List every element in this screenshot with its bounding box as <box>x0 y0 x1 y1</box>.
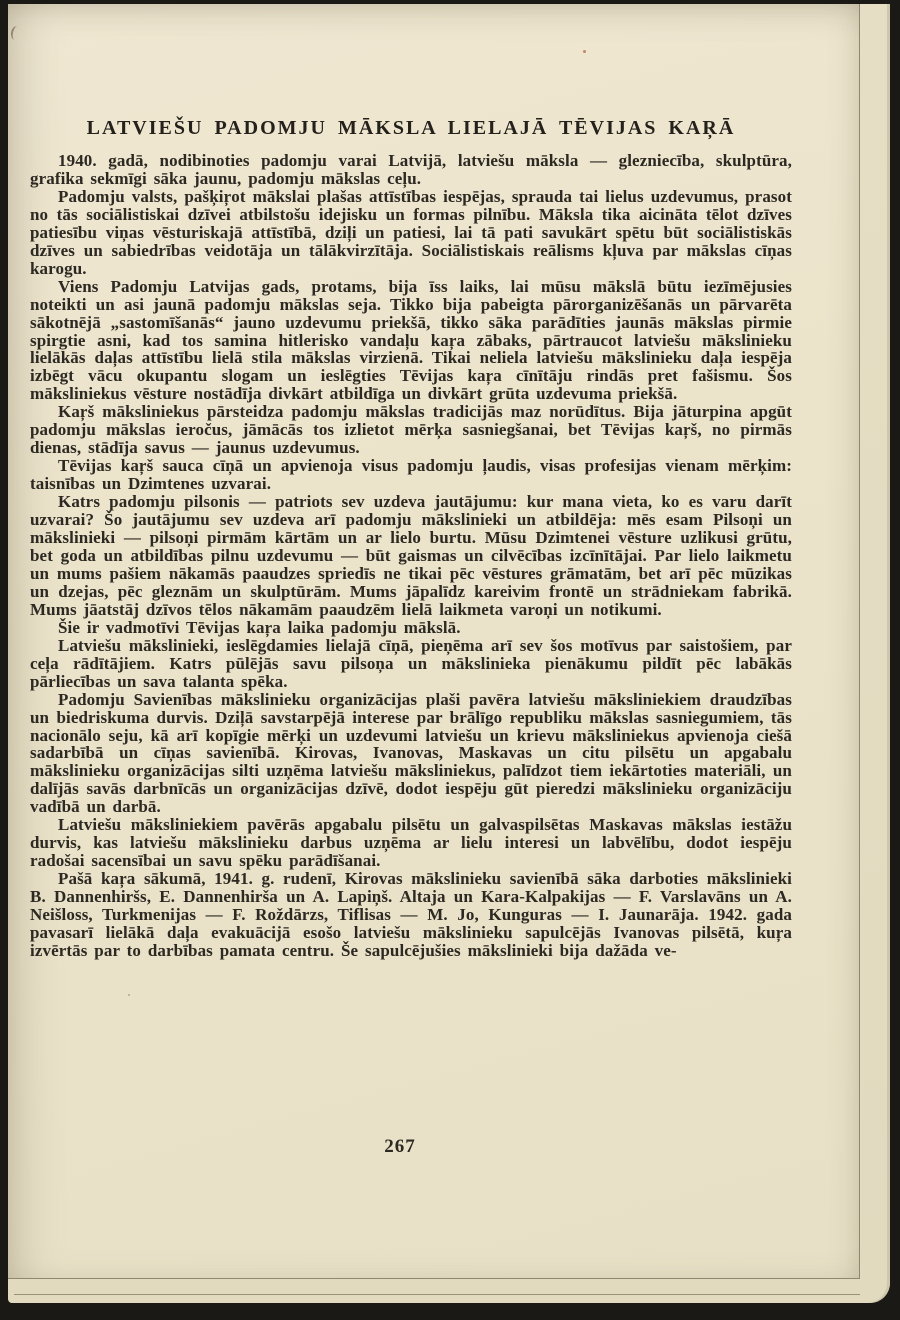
paragraph: Padomju valsts, pašķiŗot mākslai plašas attīstības iespējas, sprauda tai lielus uzdevumus, prasot no tās sociālistiskai dzīvei atbilstošu idejisku un formas pilnību. Māksla tika aicināta tēlot dzīves patiesību viņas vēsturiskajā attīstībā, dziļi un patiesi, lai tā pati savukārt spētu būt sociālistiskās dzīves un sabiedrības veidotāja un tālākvirzītāja. Sociālistiskais reālisms kļuva par mākslas cīņas karogu. <box>30 186 792 278</box>
page-edge-line <box>14 1294 860 1295</box>
scan-speck <box>583 50 586 53</box>
paragraph: Šie ir vadmotīvi Tēvijas kaŗa laika padomju mākslā. <box>58 617 461 637</box>
scanned-page <box>8 4 860 1279</box>
paragraph: Viens Padomju Latvijas gads, protams, bija īss laiks, lai mūsu mākslā būtu iezīmējusies noteikti un asi jaunā padomju mākslas seja. Tikko bija pabeigta pārorganizēšanās un pārvarēta sākotnējā „sastomīšanās“ jauno uzdevumu priekšā, tikko sāka parādīties jaunās mākslas pirmie spirgtie asni, kad tos samina hitlerisko vandaļu kaŗa zābaks, pārtraucot latviešu mākslinieku lielākās daļas attīstību lielā stila mākslas virzienā. Tikai neliela latviešu mākslinieku daļa iespēja izbēgt vācu okupantu slogam un ieslēgties Tēvijas kaŗa cīnītāju rindās pret fašismu. Šos māksliniekus vēsture nostādīja divkārt atbildīga un divkārt grūta uzdevuma priekšā. <box>30 276 792 404</box>
paragraph: 1940. gadā, nodibinoties padomju varai Latvijā, latviešu māksla — glezniecība, skulptūra, grafika sekmīgi sāka jaunu, padomju mākslas ceļu. <box>30 151 792 188</box>
paragraph: Latviešu mākslinieki, ieslēgdamies lielajā cīņā, pieņēma arī sev šos motīvus par saistošiem, par ceļa rādītājiem. Katrs pūlējās savu pilsoņa un mākslinieka pienākumu pildīt pēc labākās pārliecības un sava talanta spēka. <box>30 635 792 691</box>
scan-speck <box>128 994 130 996</box>
paragraph: Pašā kaŗa sākumā, 1941. g. rudenī, Kirovas mākslinieku savienībā sāka darboties mākslinieki B. Dannenhiršs, E. Dannenhirša un A. Lapiņš. Altaja un Kara-Kalpakijas — F. Varslavāns un A. Neišloss, Turkmenijas — F. Roždārzs, Tiflisas — M. Jo, Kunguras — I. Jaunarāja. 1942. gada pavasarī lielākā daļa evakuācijā esošo latviešu mākslinieku sapulcējās Ivanovas pilsētā, kuŗa izvērtās par to darbības pamata centru. Še sapulcējušies mākslinieki bija dažāda ve- <box>30 869 792 960</box>
paragraph: Latviešu māksliniekiem pavērās apgabalu pilsētu un galvaspilsētas Maskavas mākslas iestāžu durvis, kas latviešu mākslinieku darbus uzņēma ar lielu interesi un labvēlību, dodot iespēju radošai sacensībai un savu spēku parādīšanai. <box>30 815 792 871</box>
body-text <box>30 152 792 960</box>
scan-artifact-mark <box>10 25 23 41</box>
page-title: LATVIEŠU PADOMJU MĀKSLA LIELAJĀ TĒVIJAS KAŖĀ <box>86 117 736 140</box>
paragraph: Kaŗš māksliniekus pārsteidza padomju mākslas tradicijās maz norūdītus. Bija jāturpina apgūt padomju mākslas ieročus, jāmācās tos izlietot mērķa sasniegšanai, bet Tēvijas kaŗš, no pirmās dienas, stādīja savus — jaunus uzdevumus. <box>30 402 792 458</box>
paragraph: Padomju Savienības mākslinieku organizācijas plaši pavēra latviešu māksliniekiem draudzības un biedriskuma durvis. Dziļā savstarpējā interese par brālīgo republiku mākslas sasniegumiem, tās nacionālo seju, kā arī kopīgie mērķi un uzdevumi latviešu un krievu māksliniekus apvienoja ciešā sadarbībā un cīņas savienībā. Kirovas, Ivanovas, Maskavas un citu pilsētu un apgabalu mākslinieku organizācijas silti uzņēma latviešu māksliniekus, palīdzot tiem iekārtoties materiāli, un dalījās savās darbnīcās un organizācijas dzīvē, dodot iespēju gūt pieredzi mākslinieku organizāciju vadībā un darbā. <box>30 689 792 817</box>
paragraph: Katrs padomju pilsonis — patriots sev uzdeva jautājumu: kur mana vieta, ko es varu darīt uzvarai? Šo jautājumu sev uzdeva arī padomju mākslinieki un atbildēja: mēs esam Pilsoņi un mākslinieki — pilsoņi pirmām kārtām un ar lielo burtu. Mūsu Dzimtenei vēsture uzlikusi grūtu, bet goda un atbildības pilnu uzdevumu — būt gaismas un cilvēcības izcīnītājai. Par lielo laikmetu un mums pašiem nākamās paaudzes spriedīs ne tikai pēc vēstures grāmatām, bet arī pēc mūzikas un dzejas, pēc gleznām un skulptūrām. Mums jāpalīdz kareivim frontē un strādniekam fabrikā. Mums jāatstāj dzīvos tēlos nākamām paaudzēm lielā laikmeta varoņi un notikumi. <box>30 492 792 619</box>
page-number: 267 <box>384 1136 416 1157</box>
paragraph: Tēvijas kaŗš sauca cīņā un apvienoja visus padomju ļaudis, visas profesijas vienam mērķim: taisnības un Dzimtenes uzvarai. <box>30 456 792 494</box>
